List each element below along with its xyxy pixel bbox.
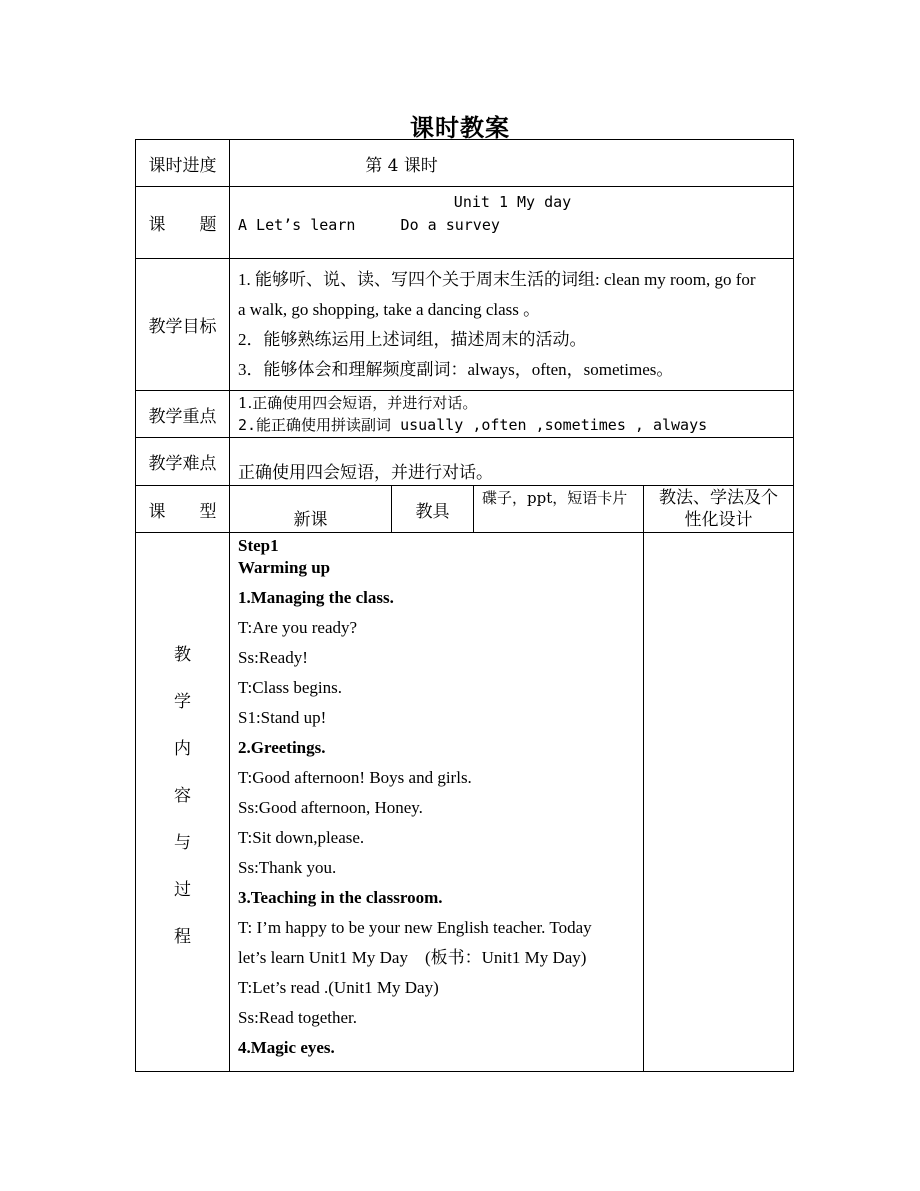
content-label-char: 学	[174, 691, 191, 712]
section-heading: 2.Greetings.	[238, 738, 326, 757]
row-difficulties	[136, 438, 794, 486]
topic-label: 课 题	[136, 187, 230, 259]
section-heading: 4.Magic eyes.	[238, 1038, 335, 1057]
tools-value: 碟子，ppt，短语卡片	[474, 486, 644, 533]
section-heading: 3.Teaching in the classroom.	[238, 888, 443, 907]
type-label: 课 型	[136, 486, 230, 533]
content-label-char: 容	[174, 785, 191, 806]
topic-value	[230, 187, 794, 259]
dialogue-line: S1:Stand up!	[238, 708, 327, 727]
goals-label: 教学目标	[136, 259, 230, 391]
key-point-1: 1.正确使用四会短语，并进行对话。	[238, 394, 478, 412]
content-label-char: 内	[174, 738, 191, 759]
dialogue-line: Ss:Read together.	[238, 1008, 357, 1027]
dialogue-line: T:Are you ready?	[238, 618, 358, 637]
step-subheading: Warming up	[238, 558, 331, 577]
key-points-value	[230, 391, 794, 438]
row-goals	[136, 259, 794, 391]
goal-item: 3．能够体会和理解频度副词：always，often，sometimes。	[238, 359, 674, 379]
methods-label: 教法、学法及个性化设计	[644, 486, 794, 533]
step-heading: Step1	[238, 536, 279, 555]
content-label-char: 程	[174, 926, 191, 947]
row-progress	[136, 140, 794, 187]
dialogue-line: T:Sit down,please.	[238, 828, 365, 847]
content-label-char: 教	[174, 644, 191, 665]
row-content	[136, 533, 794, 1072]
type-value: 新课	[230, 486, 392, 533]
difficulties-value: 正确使用四会短语，并进行对话。	[230, 438, 794, 486]
goal-item: a walk, go shopping, take a dancing class 。	[238, 299, 541, 319]
dialogue-line: T:Class begins.	[238, 678, 342, 697]
dialogue-line: let’s learn Unit1 My Day (板书：Unit1 My Day)	[238, 948, 587, 967]
content-label	[136, 533, 230, 1072]
topic-lesson: A Let’s learn Do a survey	[238, 216, 500, 234]
row-key-points	[136, 391, 794, 438]
goal-item: 2．能够熟练运用上述词组，描述周末的活动。	[238, 329, 587, 349]
key-points-label: 教学重点	[136, 391, 230, 438]
goals-list	[230, 259, 794, 391]
row-type	[136, 486, 794, 533]
key-point-2: 2.能正确使用拼读副词 usually ,often ,sometimes , always	[238, 416, 708, 434]
dialogue-line: Ss:Ready!	[238, 648, 308, 667]
lesson-plan-table	[135, 139, 794, 1072]
dialogue-line: T:Let’s read .(Unit1 My Day)	[238, 978, 439, 997]
content-label-char: 与	[174, 832, 191, 853]
dialogue-line: Ss:Good afternoon, Honey.	[238, 798, 423, 817]
progress-label: 课时进度	[136, 140, 230, 187]
dialogue-line: Ss:Thank you.	[238, 858, 337, 877]
dialogue-line: T: I’m happy to be your new English teacher. Today	[238, 918, 592, 937]
goal-item: 1. 能够听、说、读、写四个关于周末生活的词组: clean my room, go for	[238, 269, 756, 289]
row-topic	[136, 187, 794, 259]
methods-notes	[644, 533, 794, 1072]
dialogue-line: T:Good afternoon! Boys and girls.	[238, 768, 472, 787]
content-body	[230, 533, 644, 1072]
section-heading: 1.Managing the class.	[238, 588, 394, 607]
page-title: 课时教案	[410, 113, 510, 142]
progress-value: 第 4 课时	[230, 140, 794, 187]
difficulties-label: 教学难点	[136, 438, 230, 486]
content-label-char: 过	[174, 879, 191, 900]
tools-label: 教具	[392, 486, 474, 533]
topic-unit: Unit 1 My day	[453, 193, 572, 211]
